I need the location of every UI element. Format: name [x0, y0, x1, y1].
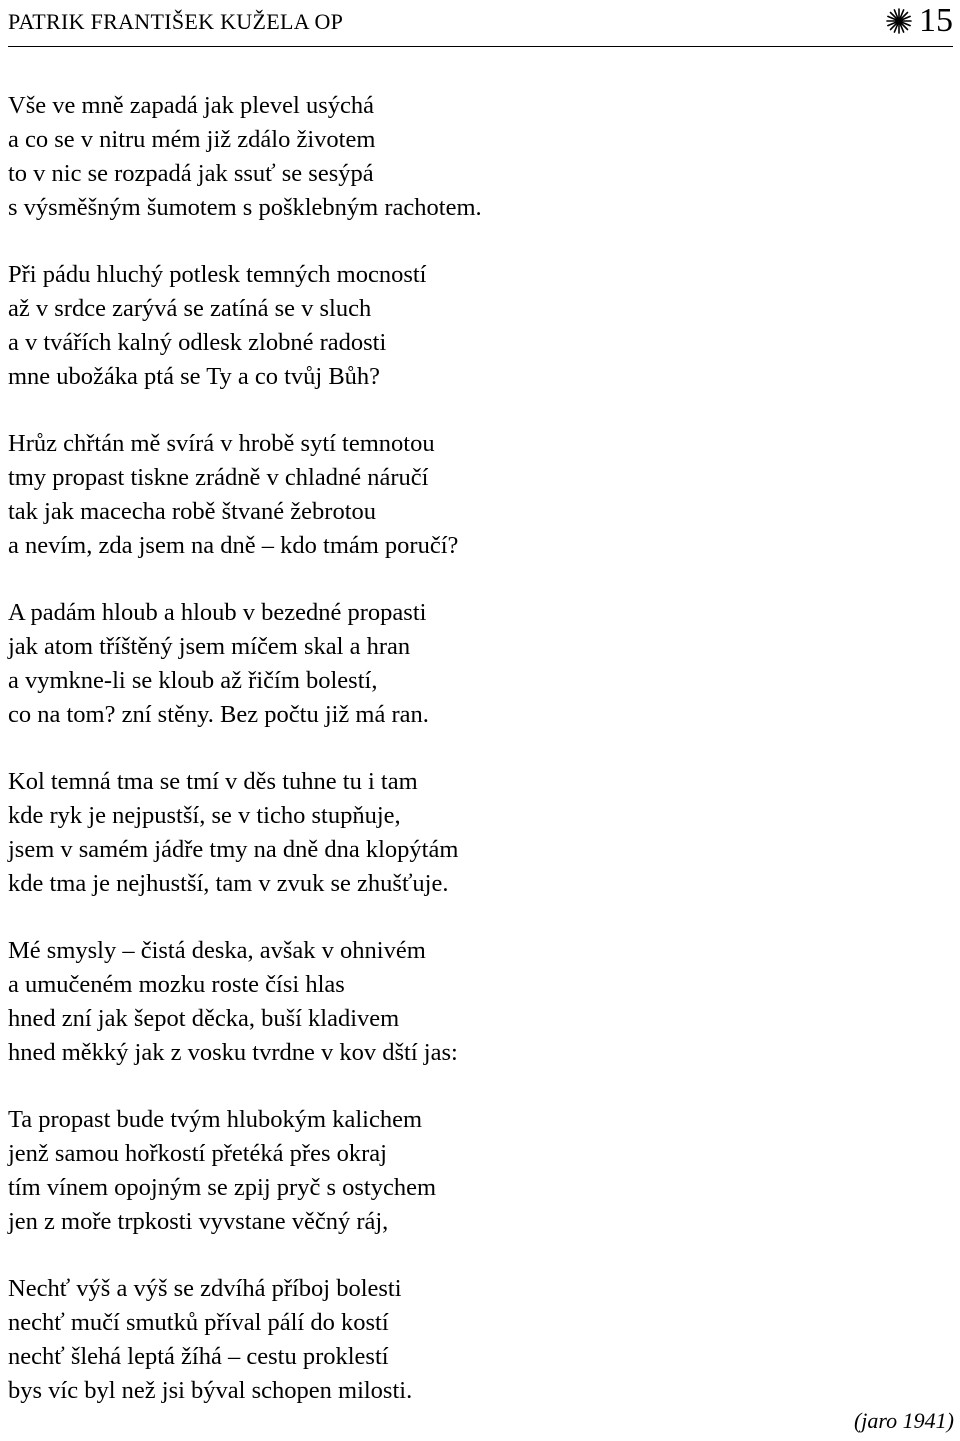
verse-line: tmy propast tiskne zrádně v chladné náručí [8, 464, 429, 491]
stanza-6 [8, 934, 938, 1070]
header-page-marker [885, 1, 953, 41]
verse-line: nechť šlehá leptá žíhá – cestu proklestí [8, 1343, 389, 1370]
verse-line: až v srdce zarývá se zatíná se v sluch [8, 295, 372, 322]
verse-line: tak jak macecha robě štvané žebrotou [8, 498, 377, 525]
verse-line: a v tvářích kalný odlesk zlobné radosti [8, 329, 387, 356]
verse-line: A padám hloub a hloub v bezedné propasti [8, 599, 427, 626]
date-note: (jaro 1941) [853, 1408, 954, 1433]
verse-line: mne ubožáka ptá se Ty a co tvůj Bůh? [8, 363, 381, 390]
verse-line: a nevím, zda jsem na dně – kdo tmám poručí? [8, 532, 459, 559]
verse-line: Mé smysly – čistá deska, avšak v ohnivém [8, 937, 426, 964]
verse-line: hned zní jak šepot děcka, buší kladivem [8, 1005, 400, 1032]
stanza-2 [8, 258, 938, 394]
verse-line: tím vínem opojným se zpij pryč s ostychem [8, 1174, 437, 1201]
verse-line: kde ryk je nejpustší, se v ticho stupňuje, [8, 802, 401, 829]
verse-line: co na tom? zní stěny. Bez počtu již má ran. [8, 701, 429, 728]
stanza-7 [8, 1103, 938, 1239]
verse-line: hned měkký jak z vosku tvrdne v kov dští jas: [8, 1039, 458, 1066]
verse-line: jak atom tříštěný jsem míčem skal a hran [8, 633, 411, 660]
verse-line: nechť mučí smutků příval pálí do kostí [8, 1309, 389, 1336]
stanza-8 [8, 1272, 938, 1408]
verse-line: to v nic se rozpadá jak ssuť se sesýpá [8, 160, 374, 187]
page-number: 15 [919, 2, 953, 39]
verse-line: a vymkne-li se kloub až řičím bolestí, [8, 667, 378, 694]
poem [8, 89, 938, 1441]
stanza-1 [8, 89, 938, 225]
verse-line: s výsměšným šumotem s pošklebným rachotem. [8, 194, 482, 221]
verse-line: a co se v nitru mém již zdálo životem [8, 126, 376, 153]
stanza-5 [8, 765, 938, 901]
verse-line: jen z moře trpkosti vyvstane věčný ráj, [8, 1208, 389, 1235]
asterisk-star-icon [885, 7, 913, 35]
stanza-3 [8, 427, 938, 563]
verse-line: Při pádu hluchý potlesk temných mocností [8, 261, 427, 288]
header-author: PATRIK FRANTIŠEK KUŽELA OP [8, 9, 344, 34]
verse-line: Vše ve mně zapadá jak plevel usýchá [8, 92, 374, 119]
page-header [8, 0, 953, 47]
verse-line: Kol temná tma se tmí v děs tuhne tu i tam [8, 768, 418, 795]
verse-line: kde tma je nejhustší, tam v zvuk se zhušťuje. [8, 870, 449, 897]
verse-line: a umučeném mozku roste čísi hlas [8, 971, 345, 998]
verse-line: Nechť výš a výš se zdvíhá příboj bolesti [8, 1275, 402, 1302]
verse-line: bys víc byl než jsi býval schopen milosti. [8, 1377, 413, 1404]
verse-line: jsem v samém jádře tmy na dně dna klopýtám [8, 836, 459, 863]
verse-line: Ta propast bude tvým hlubokým kalichem [8, 1106, 423, 1133]
verse-line: Hrůz chřtán mě svírá v hrobě sytí temnotou [8, 430, 435, 457]
stanza-4 [8, 596, 938, 732]
verse-line: jenž samou hořkostí přetéká přes okraj [8, 1140, 387, 1167]
